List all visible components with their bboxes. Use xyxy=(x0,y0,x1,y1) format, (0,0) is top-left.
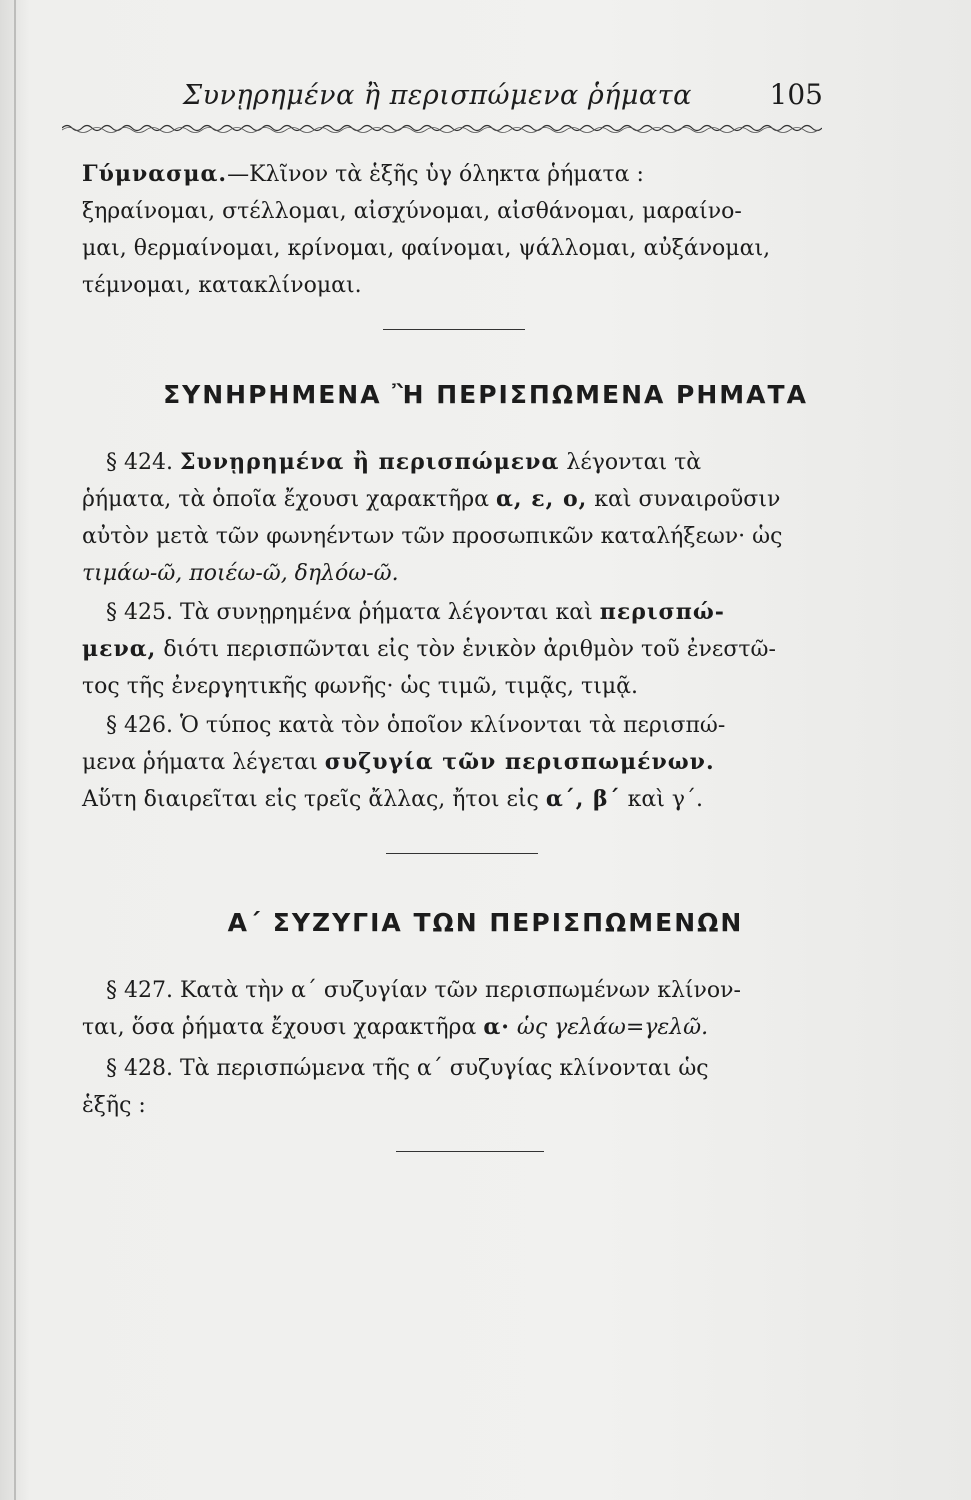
p428-line-1 xyxy=(106,1050,822,1087)
page-edge-shadow xyxy=(14,0,16,1500)
p425-line-3: τος τῆς ἐνεργητικῆς φωνῆς· ὡς τιμῶ, τιμᾷς, τιμᾷ. xyxy=(82,674,638,699)
bold-term: α· xyxy=(483,1014,510,1040)
p425-line-2 xyxy=(82,631,822,668)
section-heading-contracted-verbs: ΣΥΝΗΡΗΜΕΝΑ Ἢ ΠΕΡΙΣΠΩΜΕΝΑ ΡΗΜΑΤΑ xyxy=(163,380,808,409)
paragraph-424 xyxy=(106,444,822,481)
separator-rule xyxy=(396,1151,544,1152)
text-run: μενα ῥήματα λέγεται xyxy=(82,750,318,775)
running-title: Συνῃρημένα ἢ περισπώμενα ῥήματα xyxy=(183,80,692,111)
separator-rule xyxy=(383,329,525,330)
text-run: διότι περισπῶνται εἰς τὸν ἑνικὸν ἀριθμὸν τοῦ ἐνεστῶ- xyxy=(163,637,776,662)
separator-rule xyxy=(386,853,538,854)
text-run: ται, ὅσα ῥήματα ἔχουσι χαρακτῆρα xyxy=(82,1015,477,1040)
exercise-line-3: μαι, θερμαίνομαι, κρίνομαι, φαίνομαι, ψάλλομαι, αὐξάνομαι, xyxy=(82,236,771,261)
text-run: Τὰ συνῃρημένα ῥήματα λέγονται καὶ xyxy=(179,600,593,625)
exercise-block xyxy=(82,156,822,304)
exercise-label: Γύμνασμα. xyxy=(82,161,228,187)
text-run: Ὁ τύπος κατὰ τὸν ὁποῖον κλίνονται τὰ περισπώ- xyxy=(179,713,726,738)
text-run: καὶ γ΄. xyxy=(627,787,704,812)
bold-term: α, ε, ο, xyxy=(496,486,588,512)
ornamental-wavy-rule xyxy=(62,121,822,135)
exercise-instruction: —Κλῖνον τὰ ἑξῆς ὑγ όληκτα ῥήματα : xyxy=(227,162,644,187)
text-run: ὡς γελάω=γελῶ. xyxy=(516,1015,709,1040)
exercise-line-2: ξηραίνομαι, στέλλομαι, αἰσχύνομαι, αἰσθάνομαι, μαραίνο- xyxy=(82,199,742,224)
p426-line-3 xyxy=(82,781,822,818)
paragraph-425 xyxy=(106,594,822,631)
paragraph-428-cont xyxy=(82,1087,822,1124)
text-run: Κατὰ τὴν α΄ συζυγίαν τῶν περισπωμένων κλίνον- xyxy=(179,978,741,1003)
section-number: § 425. xyxy=(106,600,173,625)
p424-line-3: αὐτὸν μετὰ τῶν φωνηέντων τῶν προσωπικῶν καταλήξεων· ὡς xyxy=(82,524,783,549)
p427-line-1 xyxy=(106,972,822,1009)
bold-term: α΄, β΄ xyxy=(545,786,621,812)
p427-line-2 xyxy=(82,1009,822,1046)
bold-term: Συνῃρημένα ἢ περισπώμενα xyxy=(179,449,560,475)
section-number: § 428. xyxy=(106,1056,173,1081)
bold-term: περισπώ- xyxy=(599,599,725,625)
p426-line-1 xyxy=(106,707,822,744)
p424-line-1 xyxy=(106,444,822,481)
paragraph-426-cont xyxy=(82,744,822,818)
exercise-line-1 xyxy=(82,156,822,193)
text-run: λέγονται τὰ xyxy=(566,450,702,475)
section-number: § 426. xyxy=(106,713,173,738)
paragraph-428 xyxy=(106,1050,822,1087)
paragraph-424-cont xyxy=(82,481,822,592)
bold-term: συζυγία τῶν περισπωμένων. xyxy=(324,749,715,775)
paragraph-427 xyxy=(106,972,822,1009)
text-run: Αὕτη διαιρεῖται εἰς τρεῖς ἄλλας, ἤτοι εἰς xyxy=(82,787,539,812)
text-run: Τὰ περισπώμενα τῆς α΄ συζυγίας κλίνονται ὡς xyxy=(179,1056,709,1081)
section-number: § 427. xyxy=(106,978,173,1003)
p428-line-2: ἑξῆς : xyxy=(82,1093,146,1118)
p424-line-4: τιμάω-ῶ, ποιέω-ῶ, δηλόω-ῶ. xyxy=(82,561,399,586)
paragraph-426 xyxy=(106,707,822,744)
text-run: καὶ συναιροῦσιν xyxy=(594,487,781,512)
exercise-line-4: τέμνομαι, κατακλίνομαι. xyxy=(82,273,362,298)
page-number: 105 xyxy=(769,78,823,111)
paragraph-425-cont xyxy=(82,631,822,705)
bold-term: μενα, xyxy=(82,636,157,662)
section-heading-first-conjugation: Α΄ ΣΥΖΥΓΙΑ ΤΩΝ ΠΕΡΙΣΠΩΜΕΝΩΝ xyxy=(227,908,744,937)
p425-line-1 xyxy=(106,594,822,631)
paragraph-427-cont xyxy=(82,1009,822,1046)
p424-line-2 xyxy=(82,481,822,518)
section-number: § 424. xyxy=(106,450,173,475)
p426-line-2 xyxy=(82,744,822,781)
text-run: ῥήματα, τὰ ὁποῖα ἔχουσι χαρακτῆρα xyxy=(82,487,489,512)
page-header xyxy=(183,80,823,120)
